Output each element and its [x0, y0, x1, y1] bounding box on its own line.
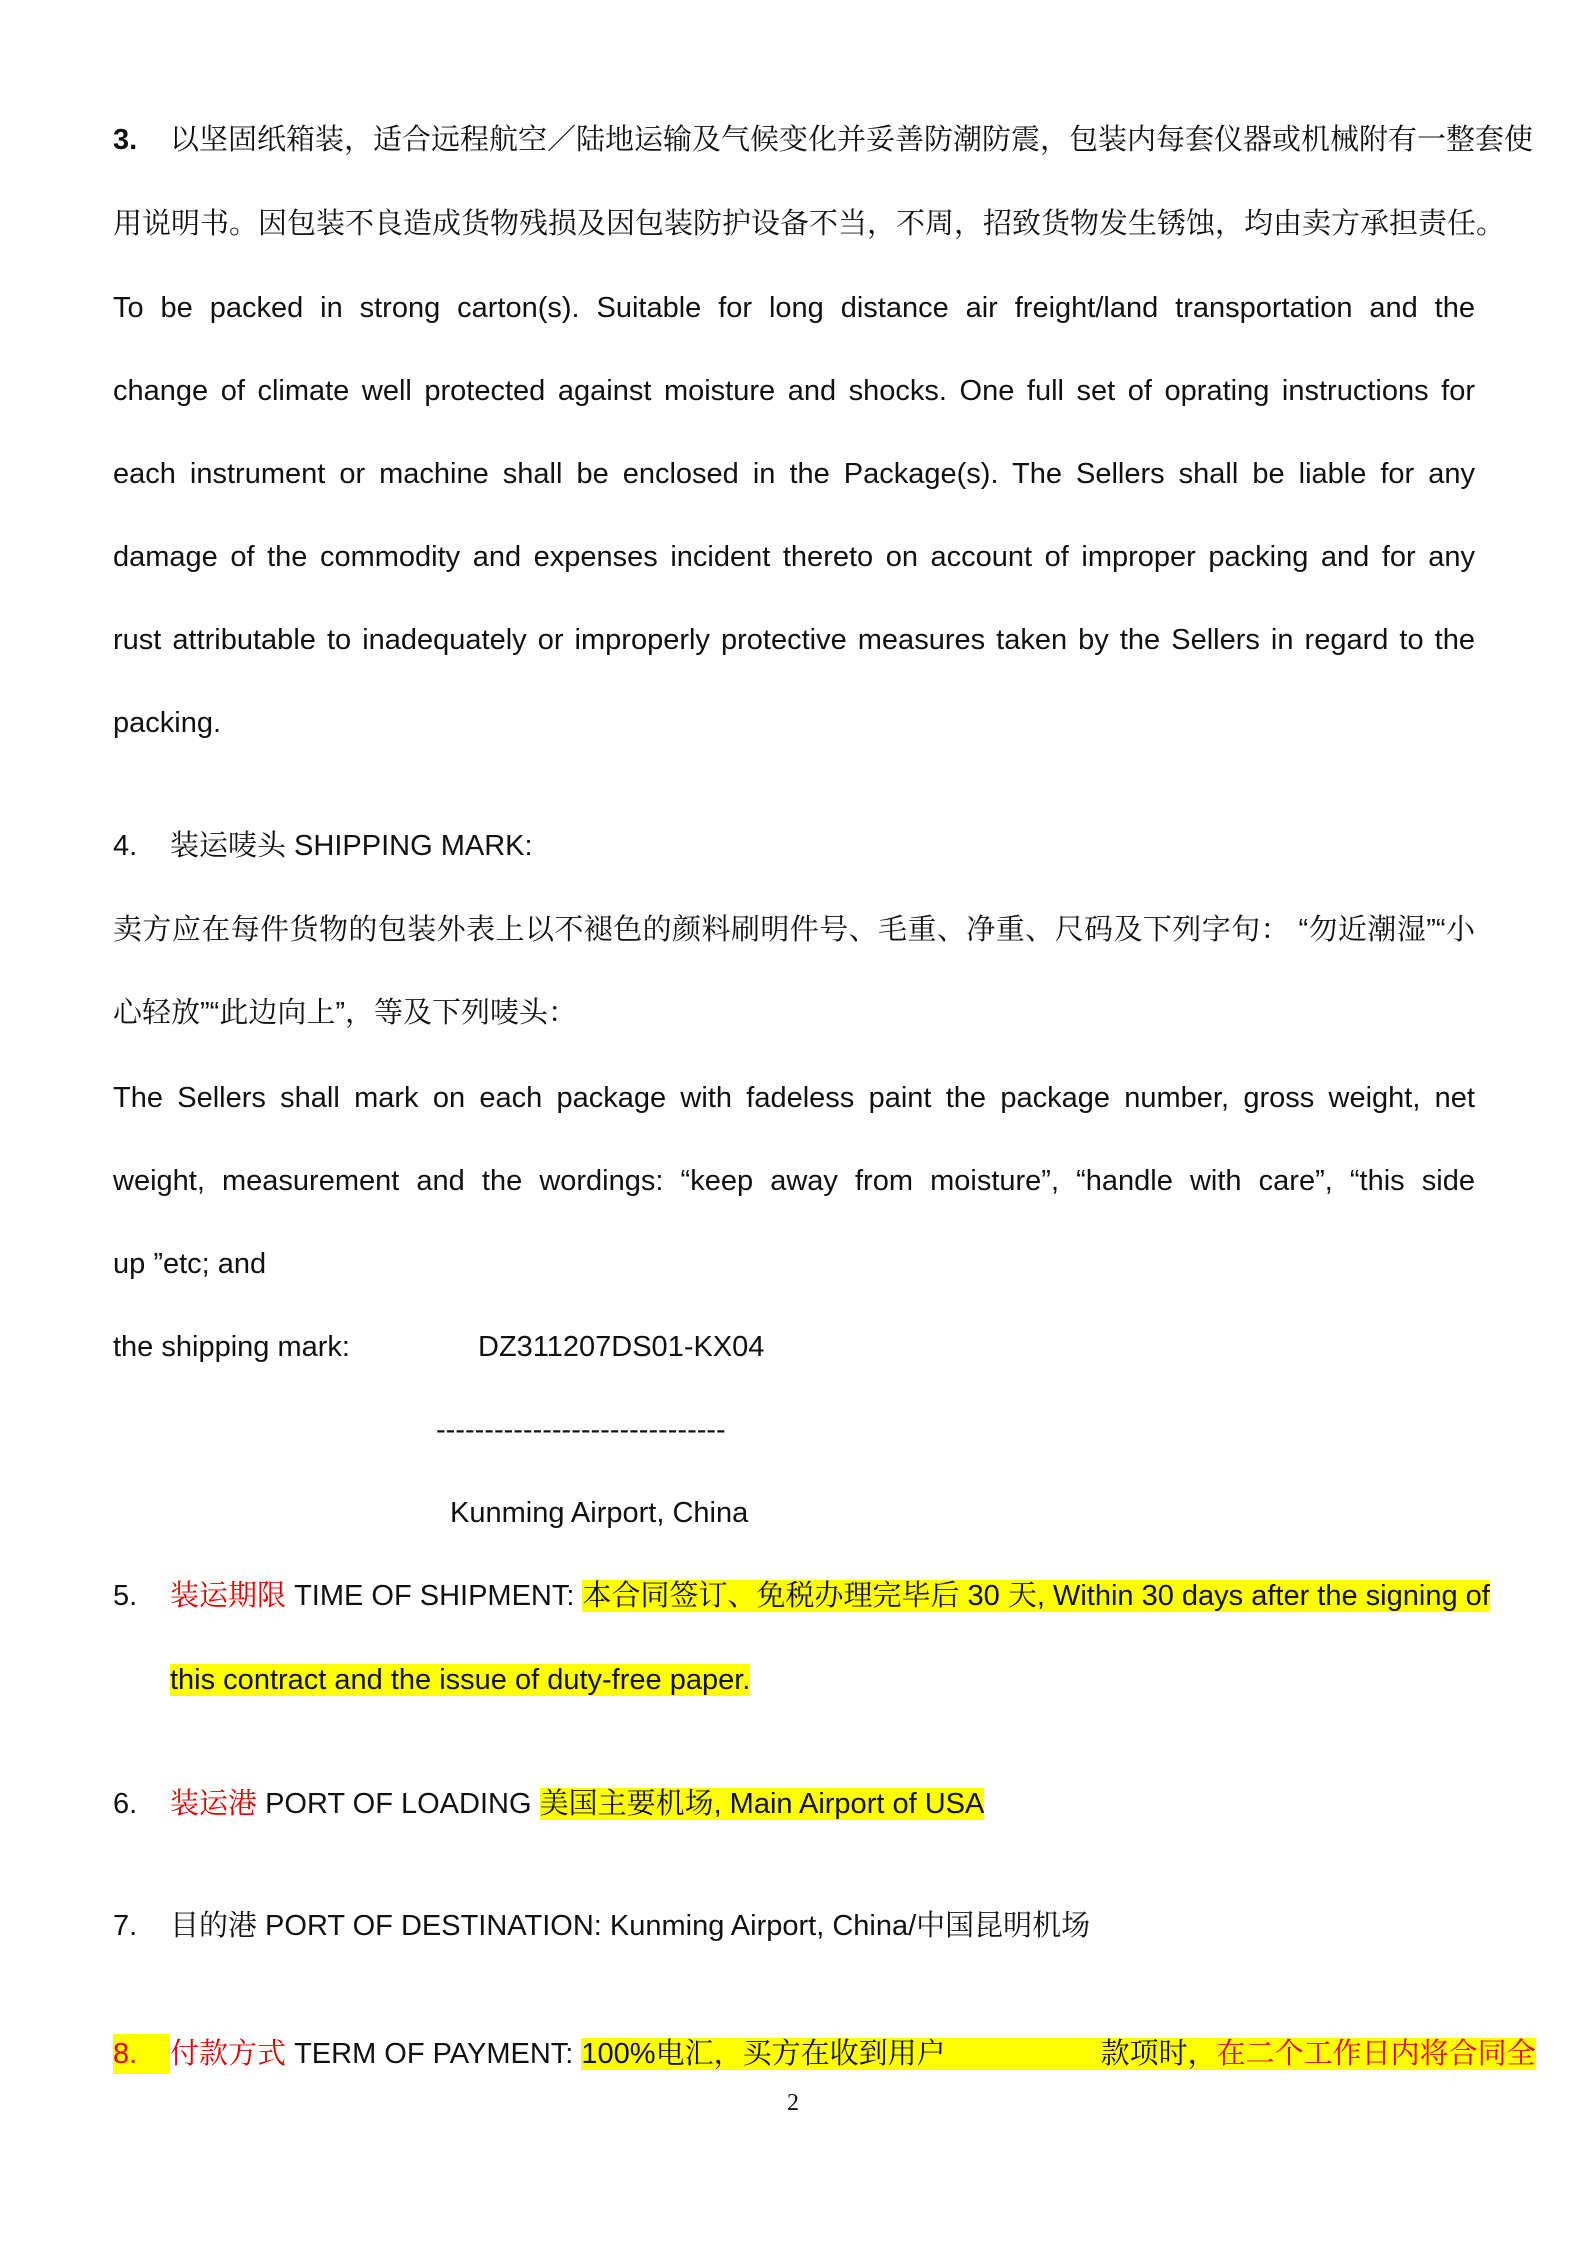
- section-7-number: 7.: [113, 1910, 138, 1942]
- section-4-en-line-2: weight, measurement and the wordings: “keep away from moisture”, “handle with care”, “this side: [113, 1165, 1475, 1197]
- section-3-cn-line-2: 用说明书。因包装不良造成货物残损及因包装防护设备不当，不周，招致货物发生锈蚀，均由卖方承担责任。: [113, 208, 1506, 240]
- section-3-en-line-6: packing.: [113, 707, 222, 739]
- shipping-mark-dashes: ------------------------------: [436, 1414, 726, 1446]
- section-4-heading: [113, 826, 533, 866]
- section-3-cn-line-1: [113, 120, 1534, 160]
- section-6-label-en: PORT OF LOADING: [257, 1788, 540, 1820]
- section-6-label-cn: 装运港: [170, 1788, 258, 1820]
- section-4-number: 4.: [113, 830, 138, 862]
- section-5-label-cn: 装运期限: [170, 1580, 287, 1612]
- section-4-cn-line-1: 卖方应在每件货物的包装外表上以不褪色的颜料刷明件号、毛重、净重、尺码及下列字句： “勿近潮湿”“小: [113, 914, 1475, 946]
- section-3-number: 3.: [113, 124, 138, 156]
- section-8-value-part-1: 100%电汇，买方在收到用户: [581, 2038, 946, 2070]
- section-3-en-line-2: change of climate well protected against moisture and shocks. One full set of oprating instructions for: [113, 375, 1475, 407]
- section-8-number: 8.: [113, 2034, 170, 2074]
- section-7-line: [113, 1906, 1090, 1946]
- section-8-label-en: TERM OF PAYMENT:: [286, 2038, 582, 2070]
- section-6-value: 美国主要机场, Main Airport of USA: [539, 1788, 985, 1820]
- section-7-text: 目的港 PORT OF DESTINATION: Kunming Airport, China/中国昆明机场: [170, 1910, 1091, 1942]
- section-8-value-part-3: 在二个工作日内将合同全: [1216, 2038, 1536, 2070]
- section-5-value-1: 本合同签订、免税办理完毕后 30 天, Within 30 days after the signing of: [582, 1580, 1490, 1612]
- shipping-mark-destination: Kunming Airport, China: [450, 1497, 749, 1529]
- section-5-number: 5.: [113, 1580, 138, 1612]
- shipping-mark-code: DZ311207DS01-KX04: [478, 1331, 765, 1363]
- section-5-label-en: TIME OF SHIPMENT:: [286, 1580, 583, 1612]
- section-3-en-line-5: rust attributable to inadequately or improperly protective measures taken by the Sellers in regard to the: [113, 624, 1475, 656]
- section-6-number: 6.: [113, 1788, 138, 1820]
- section-4-heading-text: 装运唛头 SHIPPING MARK:: [170, 830, 533, 862]
- section-4-cn-line-2: 心轻放”“此边向上”，等及下列唛头：: [113, 997, 577, 1029]
- section-4-en-line-1: The Sellers shall mark on each package with fadeless paint the package number, gross weight, net: [113, 1082, 1475, 1114]
- section-3-cn-text-1: 以坚固纸箱装，适合远程航空／陆地运输及气候变化并妥善防潮防震，包装内每套仪器或机械附有一整套使: [170, 124, 1534, 156]
- section-5-line-1: [113, 1576, 1490, 1616]
- section-6-line: [113, 1784, 984, 1824]
- section-3-en-line-3: each instrument or machine shall be enclosed in the Package(s). The Sellers shall be liable for any: [113, 458, 1475, 490]
- section-3-en-line-1: To be packed in strong carton(s). Suitable for long distance air freight/land transportation and the: [113, 292, 1475, 324]
- shipping-mark-label: the shipping mark:: [113, 1331, 350, 1363]
- section-8-value-part-2: 款项时，: [1100, 2038, 1217, 2070]
- page-number: 2: [787, 2090, 799, 2116]
- section-5-line-2: [170, 1660, 750, 1700]
- section-3-en-line-4: damage of the commodity and expenses incident thereto on account of improper packing and for any: [113, 541, 1475, 573]
- section-8-line: [113, 2034, 1536, 2074]
- section-8-label-cn: 付款方式: [170, 2038, 287, 2070]
- section-5-value-2: this contract and the issue of duty-free paper.: [170, 1664, 751, 1696]
- section-4-en-line-3: up ”etc; and: [113, 1248, 267, 1280]
- section-8-value-1: [581, 2038, 1535, 2070]
